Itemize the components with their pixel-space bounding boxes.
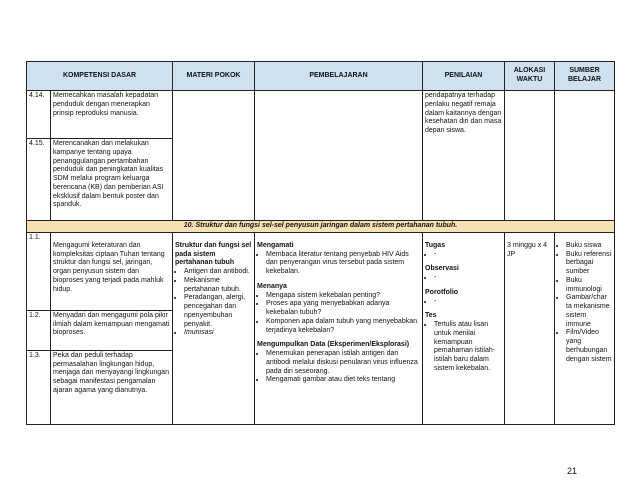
header-row [27,62,615,91]
source-item: • Buku referensi berbagai sumber [566,251,612,277]
assessment-heading: Tugas [425,241,446,249]
assessment-heading: Porotfolio [425,288,459,296]
materi-cell-empty [173,91,255,221]
materi-item: • Mekanisme pertahanan tubuh. [184,277,252,295]
sumber-cell [555,232,615,424]
header-alokasi: ALOKASI WAKTU [505,62,555,91]
kd-text: Memecahkan masalah kepadatan penduduk dengan menerapkan prinsip reproduksi manusia. [51,91,173,139]
source-item: • Buku immunologi [566,277,612,295]
assessment-heading: Tes [425,312,437,320]
activity-item: • Menemukan penerapan istilah antigen dan antibodi melalui diskusi penularan virus influenza pada diri seseorang. [266,350,420,376]
assessment-item: • - [434,274,502,283]
table-row [27,232,615,310]
assessment-item: • - [434,298,502,307]
activity-heading: Menanya [257,282,287,290]
activity-item: • Mengamati gambar atau diet teks tentang [266,376,420,385]
pembelajaran-cell-empty [255,91,423,221]
sumber-cell-empty [555,91,615,221]
kd-text: Menyadari dan mengagumi pola pikir ilmiah dalam kemampuan mengamati bioproses. [51,310,173,350]
section-title: 10. Struktur dan fungsi sel-sel penyusun jaringan dalam sistem pertahanan tubuh. [27,221,615,233]
syllabus-table [26,61,615,425]
penilaian-text: pendapatnya terhadap perilaku negatif remaja dalam kaitannya dengan kesehatan diri dan masa depan siswa. [423,91,505,221]
alokasi-cell-empty [505,91,555,221]
kd-text: Mengagumi keteraturan dan kompleksitas ciptaan Tuhan tentang struktur dan fungsi sel, jaringan, organ penyusun sistem dan bioproses yang terjadi pada mahluk hidup. [51,232,173,310]
source-item: • Buku siswa [566,242,612,251]
header-pembelajaran: PEMBELAJARAN [255,62,423,91]
materi-item: • Antigen dan antibodi. [184,268,252,277]
activity-item: • Mengapa sistem kekebalan penting? [266,292,420,301]
assessment-item: • - [434,251,502,260]
materi-title: Struktur dan fungsi sel pada sistem pertahanan tubuh [175,241,252,267]
header-penilaian: PENILAIAN [423,62,505,91]
kd-text: Merencanakan dan melakukan kampanye tentang upaya penanggulangan pertambahan penduduk dan peningkatan kualitas SDM melalui program keluarga berencana (KB) dan pemberian ASI eksklusif dalam bentuk poster dan spanduk. [51,139,173,221]
header-sumber: SUMBER BELAJAR [555,62,615,91]
kd-number: 1.1. [27,232,51,310]
activity-item: • Komponen apa dalam tubuh yang menyebabkan terjadinya kekebalan? [266,318,420,336]
section-row [27,221,615,233]
activity-heading: Mengumpulkan Data (Eksperimen/Eksplorasi) [257,341,410,349]
header-materi: MATERI POKOK [173,62,255,91]
activity-heading: Mengamati [257,241,294,249]
source-item: • Film/Video yang berhubungan dengan sistem [566,329,612,364]
assessment-heading: Observasi [425,265,459,273]
kd-number: 1.2. [27,310,51,350]
source-item: • Gambar/char ta mekanisme sistem immune [566,294,612,329]
penilaian-cell [423,232,505,424]
activity-item: • Membaca literatur tentang penyebab HIV Aids dan penyerangan virus tersebut pada sistem kekebalan. [266,251,420,277]
table-row [27,91,615,139]
page-number: 21 [567,466,578,476]
header-kompetensi: KOMPETENSI DASAR [27,62,173,91]
assessment-item: • Tertulis atau lisan untuk menilai kemampuan pemahaman istilah-istilah baru dalam sistem kekebalan. [434,321,502,374]
kd-number: 1.3. [27,350,51,424]
kd-text: Peka dan peduli terhadap permasalahan lingkungan hidup, menjaga dan menyayangi lingkungan sebagai manifestasi pengamalan ajaran agama yang dianutnya. [51,350,173,424]
materi-item: • Imunisasi [184,329,252,338]
alokasi-text: 3 minggu x 4 JP [505,232,555,424]
kd-number: 4.15. [27,139,51,221]
materi-item: • Peradangan, alergi, pencegahan dan npenyembuhan penyakit. [184,294,252,329]
kd-number: 4.14. [27,91,51,139]
materi-cell [173,232,255,424]
pembelajaran-cell [255,232,423,424]
activity-item: • Proses apa yang menyebabkan adanya kekebalan tubuh? [266,300,420,318]
